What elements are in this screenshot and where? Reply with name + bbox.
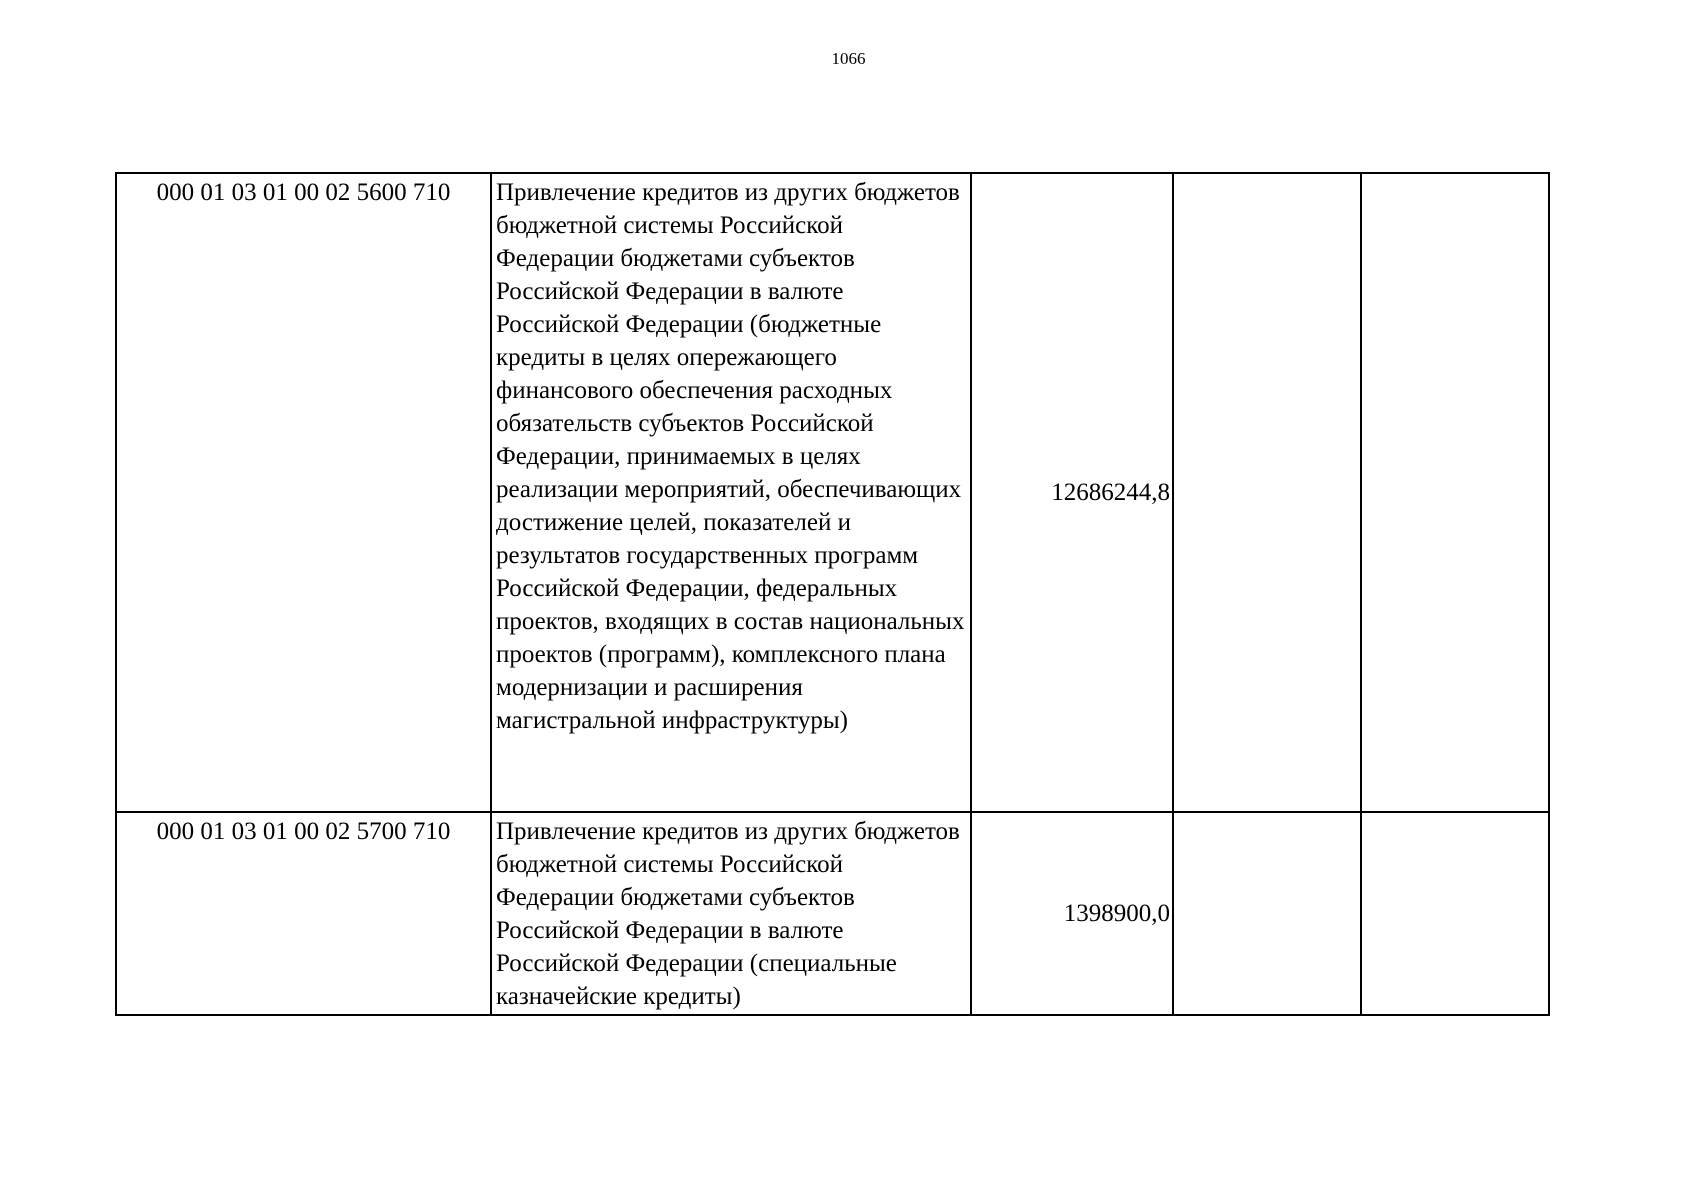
table-row [116,812,1549,1015]
amount-year-2 [1173,812,1361,1015]
amount-year-1: 1398900,0 [971,812,1173,1015]
budget-classification-code: 000 01 03 01 00 02 5600 710 [116,173,491,812]
amount-year-1: 12686244,8 [971,173,1173,812]
source-name: Привлечение кредитов из других бюджетов бюджетной системы Российской Федерации бюджетами субъектов Российской Федерации в валюте Российской Федерации (бюджетные кредиты в целях опережающего финансового обеспечения расходных обязательств субъектов Российской Федерации, принимаемых в целях реализации мероприятий, обеспечивающих достижение целей, показателей и результатов государственных программ Российской Федерации, федеральных проектов, входящих в состав национальных проектов (программ), комплексного плана модернизации и расширения магистральной инфраструктуры) [491,173,971,812]
amount-year-2 [1173,173,1361,812]
page-number: 1066 [831,49,866,68]
amount-year-3 [1361,812,1549,1015]
amount-year-3 [1361,173,1549,812]
budget-sources-table [115,172,1550,1016]
source-name: Привлечение кредитов из других бюджетов бюджетной системы Российской Федерации бюджетами субъектов Российской Федерации в валюте Российской Федерации (специальные казначейские кредиты) [491,812,971,1015]
table-row [116,173,1549,812]
budget-classification-code: 000 01 03 01 00 02 5700 710 [116,812,491,1015]
